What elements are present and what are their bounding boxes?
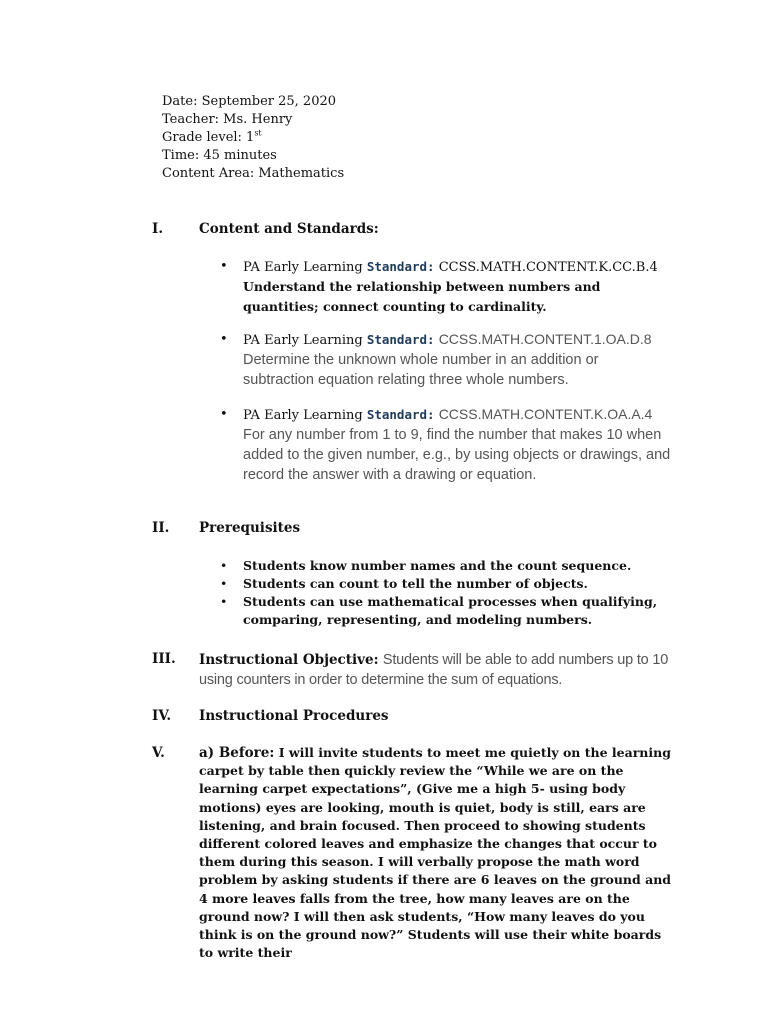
standard-prefix: PA Early Learning [243, 260, 367, 275]
content-area-line: Content Area: Mathematics [162, 166, 345, 181]
before-paragraph [199, 744, 677, 962]
bullet-icon: • [220, 332, 228, 347]
section-numeral: IV. [152, 708, 172, 724]
list-item [220, 575, 680, 593]
section-title: Prerequisites [199, 520, 301, 536]
standard-code: CCSS.MATH.CONTENT.1.OA.D.8 [438, 331, 652, 347]
bullet-icon: • [220, 558, 228, 573]
list-item-text: Students know number names and the count sequence. [243, 558, 632, 573]
standard-text [243, 330, 673, 390]
standard-description: Understand the relationship between numbers and quantities; connect counting to cardinality. [243, 279, 601, 314]
standard-description: For any number from 1 to 9, find the number that makes 10 when added to the given number, e.g., by using objects or drawings, and record the answer with a drawing or equation. [243, 427, 671, 483]
section-numeral: I. [152, 221, 164, 237]
section-title: Content and Standards: [199, 221, 379, 237]
standard-text [243, 257, 673, 317]
before-text: I will invite students to meet me quietly on the learning carpet by table then quickly review the “While we are on the learning carpet expectations”, (Give me a high 5- using body motions) eyes are looking, mouth is quiet, body is still, ears are listening, and brain focused. Then proceed to showing students different colored leaves and emphasize the changes that occur to them during this season. I will verbally propose the math word problem by asking students if there are 6 leaves on the ground and 4 more leaves falls from the tree, how many leaves are on the ground now? I will then ask students, “How many leaves do you think is on the ground now?” Students will use their white boards to write their [199, 745, 672, 961]
date-line: Date: September 25, 2020 [162, 94, 337, 109]
lesson-header [162, 93, 344, 183]
standard-label: Standard: [366, 259, 435, 274]
objective-label: Instructional Objective: [199, 652, 379, 668]
before-label: a) Before: [199, 745, 275, 761]
bullet-icon: • [220, 259, 228, 274]
standard-description: Determine the unknown whole number in an addition or subtraction equation relating three whole numbers. [243, 352, 599, 388]
teacher-line: Teacher: Ms. Henry [162, 112, 293, 127]
objective-text [199, 650, 689, 690]
standard-code: CCSS.MATH.CONTENT.K.CC.B.4 [438, 260, 658, 275]
objective-body: Students will be able to add numbers up to 10 using counters in order to determine the sum of equations. [199, 652, 669, 688]
list-item-text: Students can use mathematical processes when qualifying, comparing, representing, and modeling numbers. [243, 594, 658, 627]
list-item [220, 593, 680, 629]
prerequisite-list [220, 557, 680, 629]
standard-prefix: PA Early Learning [243, 333, 367, 348]
standard-code: CCSS.MATH.CONTENT.K.OA.A.4 [438, 406, 653, 422]
section-numeral: II. [152, 520, 170, 536]
standard-text [243, 405, 673, 485]
time-line: Time: 45 minutes [162, 148, 277, 163]
standard-label: Standard: [366, 332, 435, 347]
section-numeral: III. [152, 651, 176, 667]
bullet-icon: • [220, 407, 228, 422]
grade-text: Grade level: 1 [162, 130, 255, 145]
section-numeral: V. [152, 745, 165, 761]
bullet-icon: • [220, 594, 228, 609]
list-item-text: Students can count to tell the number of objects. [243, 576, 588, 591]
grade-line [162, 129, 344, 147]
standard-prefix: PA Early Learning [243, 408, 367, 423]
bullet-icon: • [220, 576, 228, 591]
standard-label: Standard: [366, 407, 435, 422]
grade-suffix: st [254, 128, 262, 138]
section-title: Instructional Procedures [199, 708, 389, 724]
list-item [220, 557, 680, 575]
